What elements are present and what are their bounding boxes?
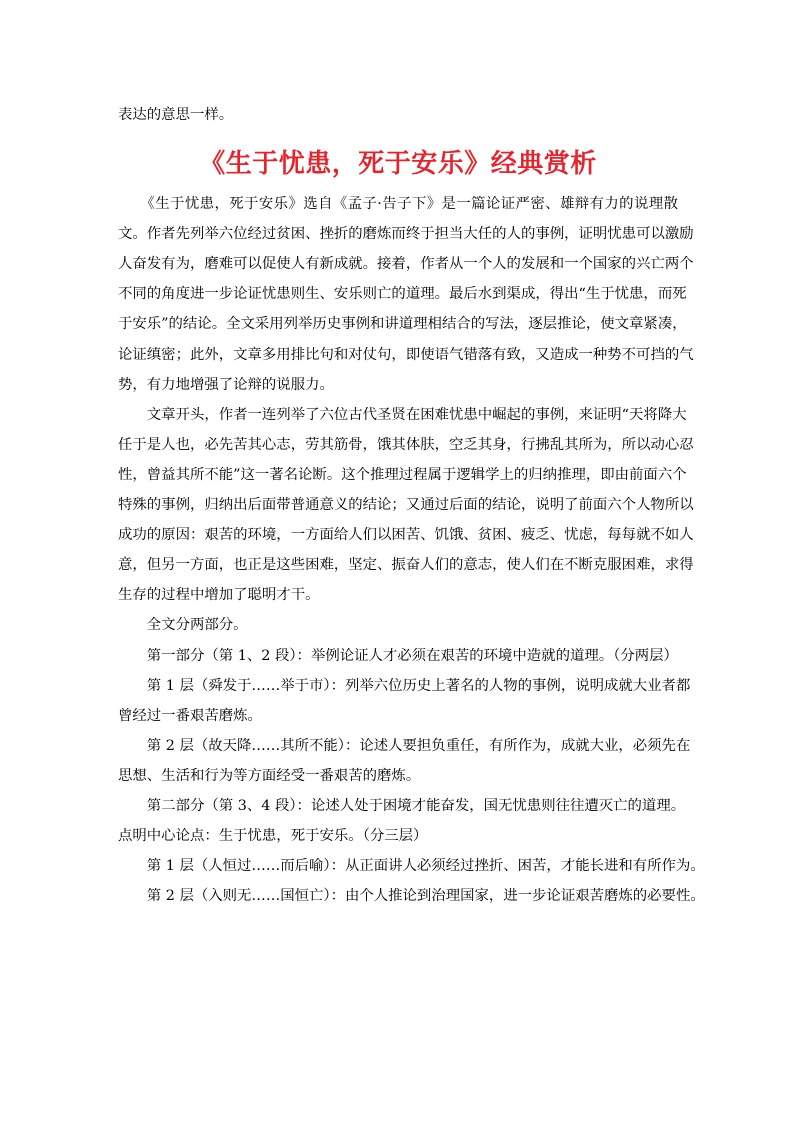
document-page [118, 100, 705, 911]
text-line: 特殊的事例，归纳出后面带普通意义的结论；又通过后面的结论，说明了前面六个人物所以 [118, 497, 694, 514]
text-line: 意，但另一方面，也正是这些困难，坚定、振奋人们的意志，使人们在不断克服困难，求得 [118, 557, 694, 574]
text-line: 曾经过一番艰苦磨炼。 [118, 707, 262, 724]
text-line: 人奋发有为，磨难可以促使人有新成就。接着，作者从一个人的发展和一个国家的兴亡两个 [118, 256, 694, 273]
text-line: 生存的过程中增加了聪明才干。 [118, 587, 320, 604]
text-line: 势，有力地增强了论辩的说服力。 [118, 376, 334, 393]
text-line: 第 1 层（人恒过……而后喻）：从正面讲人必须经过挫折、困苦，才能长进和有所作为。 [118, 858, 705, 875]
text-line: 性，曾益其所不能”这一著名论断。这个推理过程属于逻辑学上的归纳推理，即由前面六个 [118, 466, 687, 483]
text-line: 第一部分（第 1、2 段）：举例论证人才必须在艰苦的环境中造就的道理。（分两层） [118, 647, 678, 664]
text-line: 不同的角度进一步论证忧患则生、安乐则亡的道理。最后水到渠成，得出“生于忧患，而死 [118, 286, 687, 303]
text-line: 思想、生活和行为等方面经受一番艰苦的磨炼。 [118, 767, 421, 784]
article-title: 《生于忧患，死于安乐》经典赏析 [199, 149, 597, 180]
text-line: 第 2 层（入则无……国恒亡）：由个人推论到治理国家，进一步论证艰苦磨炼的必要性。 [118, 888, 705, 905]
text-line: 于安乐”的结论。全文采用列举历史事例和讲道理相结合的写法，逐层推论，使文章紧凑， [118, 316, 687, 333]
text-line: 第 1 层（舜发于……举于市）：列举六位历史上著名的人物的事例，说明成就大业者都 [118, 677, 691, 694]
text-line: 点明中心论点：生于忧患，死于安乐。（分三层） [118, 828, 428, 845]
text-line: 文。作者先列举六位经过贫困、挫折的磨炼而终于担当大任的人的事例，证明忧患可以激励 [118, 226, 694, 243]
text-line: 任于是人也，必先苦其心志，劳其筋骨，饿其体肤，空乏其身，行拂乱其所为，所以动心忍 [118, 436, 694, 453]
text-line: 第二部分（第 3、4 段）：论述人处于困境才能奋发，国无忧患则往往遭灭亡的道理。 [118, 797, 686, 814]
article-body [118, 189, 705, 911]
intro-line: 表达的意思一样。 [118, 107, 234, 123]
text-line: 《生于忧患，死于安乐》选自《孟子·告子下》是一篇论证严密、雄辩有力的说理散 [118, 196, 678, 213]
text-line: 全文分两部分。 [118, 617, 248, 634]
text-line: 论证缜密；此外，文章多用排比句和对仗句，即使语气错落有致，又造成一种势不可挡的气 [118, 346, 694, 363]
text-line: 成功的原因：艰苦的环境，一方面给人们以困苦、饥饿、贫困、疲乏、忧虑，每每就不如人 [118, 527, 694, 544]
text-line: 文章开头，作者一连列举了六位古代圣贤在困难忧患中崛起的事例，来证明“天将降大 [118, 406, 687, 423]
text-line: 第 2 层（故天降……其所不能）：论述人要担负重任，有所作为，成就大业，必须先在 [118, 737, 691, 754]
